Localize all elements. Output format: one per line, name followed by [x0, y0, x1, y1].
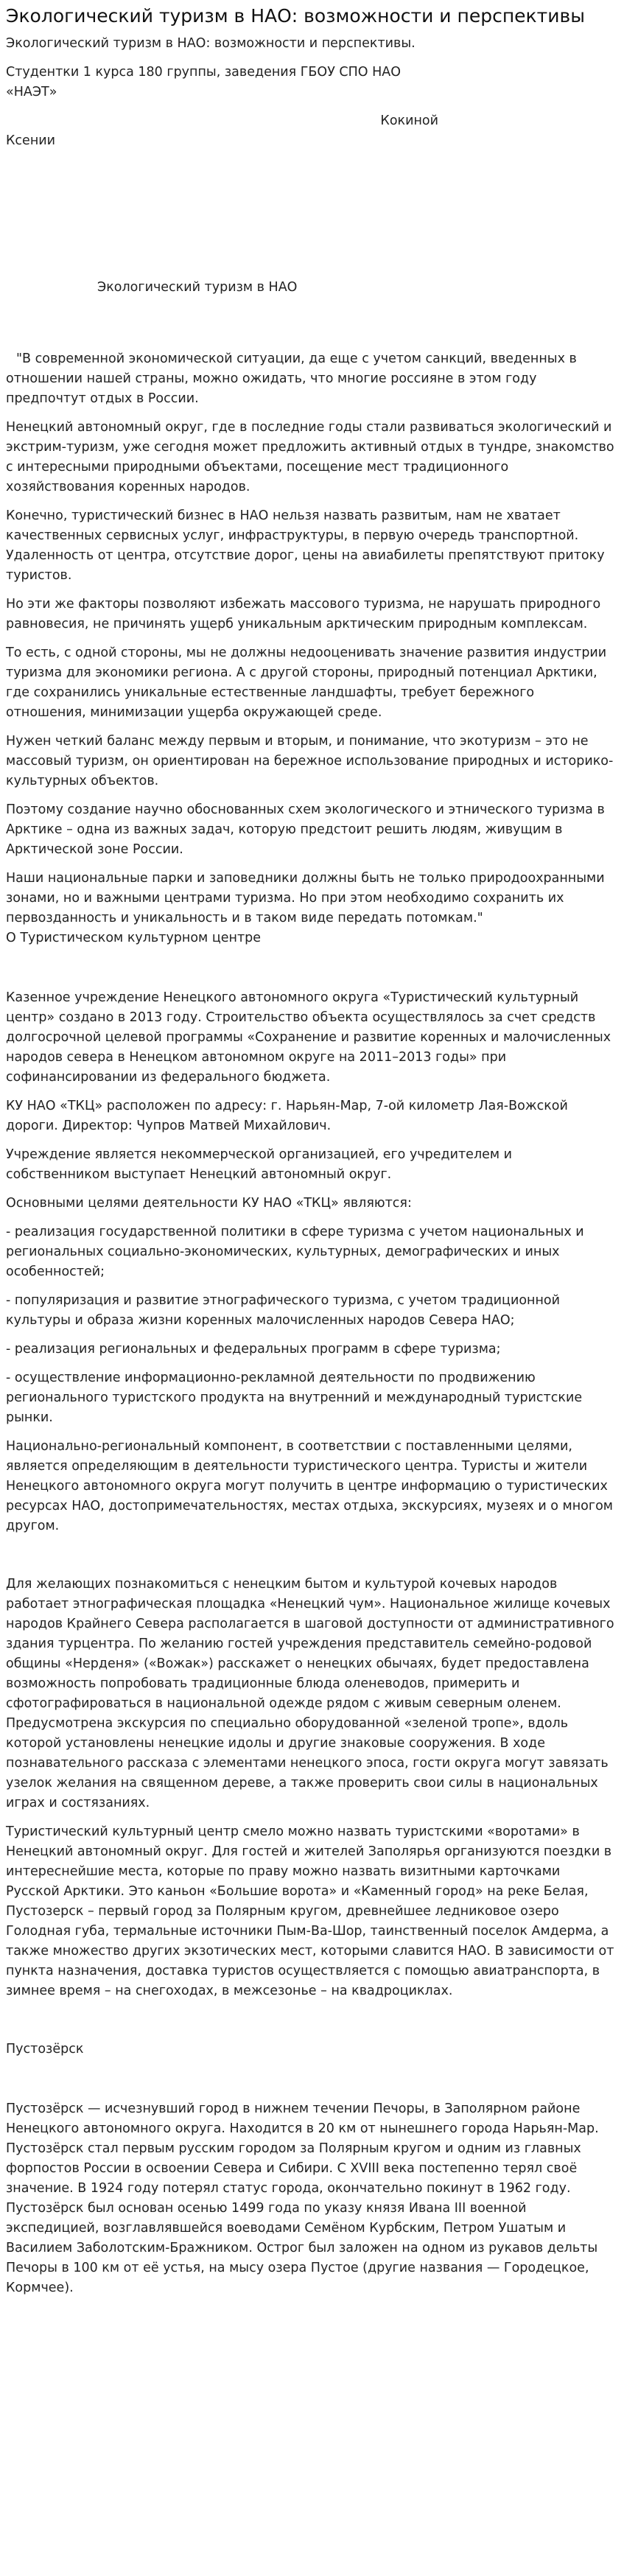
paragraph: Нужен четкий баланс между первым и вторым, и понимание, что экотуризм – это не массовый туризм, он ориентирован на бережное использование природных и историко-культурных объектов.: [6, 734, 614, 788]
spacer: [6, 2010, 615, 2040]
document-title: Экологический туризм в НАО: [97, 280, 298, 295]
paragraph: Поэтому создание научно обоснованных схем экологического и этнического туризма в Арктике – одна из важных задач, которую предстоит решить людям, живущим в Арктической зоне России.: [6, 802, 605, 857]
section-heading: Пустозёрск: [6, 2042, 84, 2057]
page-title: Экологический туризм в НАО: возможности и перспективы: [6, 5, 585, 27]
paragraph: Туристический культурный центр смело можно назвать туристскими «воротами» в Ненецкий автономный округ. Для гостей и жителей Заполярья организуются поездки в интереснейшие места, которые по праву можно назвать визитными карточками Русской Арктики. Это каньон «Большие ворота» и «Каменный город» на реке Белая, Пустозерск – первый город за Полярным кругом, древнейшее ледниковое озеро Голодная губа, термальные источники Пым-Ва-Шор, таинственный поселок Амдерма, а также множество других экзотических мест, которыми славится НАО. В зависимости от пункта назначения, доставка туристов осуществляется с помощью авиатранспорта, в зимнее время – на снегоходах, в межсезонье – на квадроциклах.: [6, 1824, 614, 1998]
paragraph: Для желающих познакомиться с ненецким бытом и культурой кочевых народов работает этнографическая площадка «Ненецкий чум». Национальное жилище кочевых народов Крайнего Севера располагается в шаговой доступности от административного здания турцентра. По желанию гостей учреждения представитель семейно-родовой общины «Нерденя» («Вожак») расскажет о ненецких обычаях, будет предоставлена возможность попробовать традиционные блюда оленеводов, примерить и сфотографироваться в национальной одежде рядом с живым северным оленем. Предусмотрена экскурсия по специально оборудованной «зеленой тропе», вдоль которой установлены ненецкие идолы и другие знаковые сооружения. В ходе познавательного рассказа с элементами ненецкого эпоса, гости округа могут завязать узелок желания на священном дереве, а также проверить свои силы в национальных играх и состязаниях.: [6, 1577, 614, 1810]
paragraph: То есть, с одной стороны, мы не должны недооценивать значение развития индустрии туризма для экономики региона. А с другой стороны, природный потенциал Арктики, где сохранились уникальные естественные ландшафты, требует бережного отношения, минимизации ущерба окружающей среде.: [6, 645, 607, 720]
paragraph: Учреждение является некоммерческой организацией, его учредителем и собственником выступает Ненецкий автономный округ.: [6, 1147, 513, 1182]
author-line-1: Студентки 1 курса 180 группы, заведения ГБОУ СПО НАО: [6, 65, 402, 80]
paragraph: Но эти же факторы позволяют избежать массового туризма, не нарушать природного равновесия, не причинять ущерб уникальным арктическим природным комплексам.: [6, 597, 601, 631]
list-item: - реализация государственной политики в сфере туризма с учетом национальных и региональных социально-экономических, культурных, демографических и иных особенностей;: [6, 1225, 584, 1279]
paragraph: Национально-региональный компонент, в соответствии с поставленными целями, является определяющим в деятельности туристического центра. Туристы и жители Ненецкого автономного округа могут получить в центре информацию о туристических ресурсах НАО, достопримечательностях, местах отдыха, экскурсиях, музеях и о многом другом.: [6, 1439, 613, 1533]
paragraph: Ненецкий автономный округ, где в последние годы стали развиваться экологический и экстрим-туризм, уже сегодня может предложить активный отдых в тундре, знакомство с интересными природными объектами, посещение мест традиционного хозяйствования коренных народов.: [6, 420, 614, 494]
list-item: - осуществление информационно-рекламной деятельности по продвижению регионального туристского продукта на внутренний и международный туристские рынки.: [6, 1371, 583, 1425]
list-item: - популяризация и развитие этнографического туризма, с учетом традиционной культуры и образа жизни коренных малочисленных народов Севера НАО;: [6, 1293, 561, 1328]
paragraph: КУ НАО «ТКЦ» расположен по адресу: г. Нарьян-Мар, 7-ой километр Лая-Вожской дороги. Директор: Чупров Матвей Михайлович.: [6, 1099, 568, 1133]
paragraph: Конечно, туристический бизнес в НАО нельзя назвать развитым, нам не хватает качественных сервисных услуг, инфраструктуры, в первую очередь транспортной. Удаленность от центра, отсутствие дорог, цены на авиабилеты препятствуют притоку туристов.: [6, 508, 605, 583]
paragraph: Пустозёрск — исчезнувший город в нижнем течении Печоры, в Заполярном районе Ненецкого автономного округа. Находится в 20 км от нынешнего города Нарьян-Мар. Пустозёрск стал первым русским городом за Полярным кругом и одним из главных форпостов России в освоении Севера и Сибири. С XVIII века постепенно терял своё значение. В 1924 году потерял статус города, окончательно покинут в 1962 году. Пустозёрск был основан осенью 1499 года по указу князя Ивана III военной экспедицией, возглавлявшейся воеводами Семёном Курбским, Петром Ушатым и Василием Заболотским-Бражником. Острог был заложен на одном из рукавов дельты Печоры в 100 км от её устья, на мысу озера Пустое (другие названия — Городецкое, Кормчее).: [6, 2101, 599, 2295]
author-line-2: «НАЭТ»: [6, 85, 57, 99]
spacer: [6, 1545, 615, 1575]
author-firstname: Ксении: [6, 133, 56, 148]
document-page: [0, 4, 615, 2298]
paragraph: "В современной экономической ситуации, да еще с учетом санкций, введенных в отношении нашей страны, можно ожидать, что многие россияне в этом году предпочтут отдых в России.: [6, 351, 577, 406]
subtitle: Экологический туризм в НАО: возможности и перспективы.: [6, 36, 416, 51]
author-surname: Кокиной: [380, 113, 438, 128]
paragraph: Основными целями деятельности КУ НАО «ТКЦ» являются:: [6, 1196, 412, 1211]
spacer: [6, 151, 615, 278]
section-heading: О Туристическом культурном центре: [6, 931, 262, 945]
list-item: - реализация региональных и федеральных программ в сфере туризма;: [6, 1342, 501, 1357]
spacer: [6, 948, 615, 988]
spacer: [6, 2059, 615, 2099]
paragraph: Казенное учреждение Ненецкого автономного округа «Туристический культурный центр» создано в 2013 году. Строительство объекта осуществлялось за счет средств долгосрочной целевой программы «Сохранение и развитие коренных и малочисленных народов севера в Ненецком автономном округе на 2011–2013 годы» при софинансировании из федерального бюджета.: [6, 990, 611, 1085]
paragraph: Наши национальные парки и заповедники должны быть не только природоохранными зонами, но и важными центрами туризма. Но при этом необходимо сохранить их первозданность и уникальность и в таком виде передать потомкам.": [6, 871, 605, 925]
spacer: [6, 298, 615, 349]
